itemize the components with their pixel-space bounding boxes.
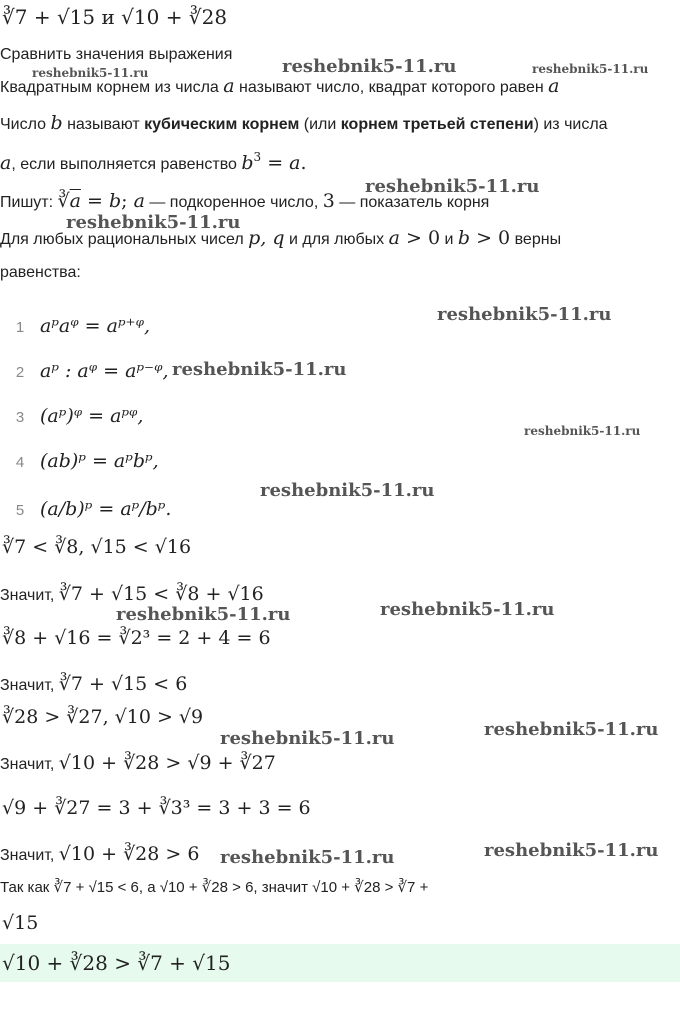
watermark: reshebnik5-11.ru <box>380 599 555 620</box>
solution-step-1: ∛7 < ∛8, √15 < √16 <box>2 536 192 558</box>
rule-5: 5 (a/b)ᵖ = aᵖ/bᵖ. <box>15 498 172 520</box>
watermark: reshebnik5-11.ru <box>484 719 659 740</box>
rule-2: 2 aᵖ : aᵠ = aᵖ⁻ᵠ, <box>15 360 169 382</box>
solution-step-3: ∛8 + √16 = ∛2³ = 2 + 4 = 6 <box>2 627 271 649</box>
solution-step-5: ∛28 > ∛27, √10 > √9 <box>2 706 204 728</box>
watermark: reshebnik5-11.ru <box>365 176 540 197</box>
watermark: reshebnik5-11.ru <box>116 604 291 625</box>
solution-step-10: √15 <box>2 912 39 934</box>
solution-step-7: √9 + ∛27 = 3 + ∛3³ = 3 + 3 = 6 <box>2 797 311 819</box>
answer-box <box>0 944 680 982</box>
watermark: reshebnik5-11.ru <box>172 359 347 380</box>
theory-line-6: равенства: <box>0 264 81 281</box>
rule-3: 3 (aᵖ)ᵠ = aᵖᵠ, <box>15 405 144 427</box>
watermark: reshebnik5-11.ru <box>260 480 435 501</box>
watermark: reshebnik5-11.ru <box>484 840 659 861</box>
watermark: reshebnik5-11.ru <box>524 424 641 438</box>
solution-step-6: Значит, √10 + ∛28 > √9 + ∛27 <box>0 752 276 774</box>
watermark: reshebnik5-11.ru <box>220 728 395 749</box>
watermark: reshebnik5-11.ru <box>282 56 457 77</box>
watermark: reshebnik5-11.ru <box>32 66 149 80</box>
theory-line-4: Пишут: $∛\overline{a} = b$; a — подкоренное число, 3 — показатель корня <box>0 190 490 212</box>
solution-step-4: Значит, ∛7 + √15 < 6 <box>0 673 188 695</box>
rule-4: 4 (ab)ᵖ = aᵖbᵖ, <box>15 450 159 472</box>
heading: Сравнить значения выражения <box>0 46 233 63</box>
watermark: reshebnik5-11.ru <box>437 304 612 325</box>
theory-line-1: Квадратным корнем из числа a называют число, квадрат которого равен a <box>0 75 560 97</box>
answer-expression: √10 + ∛28 > ∛7 + √15 <box>2 951 231 975</box>
solution-step-8: Значит, √10 + ∛28 > 6 <box>0 843 200 865</box>
theory-line-5: Для любых рациональных чисел p, q и для любых a > 0 и b > 0 верны <box>0 227 562 249</box>
solution-step-9: Так как ∛7 + √15 < 6, а √10 + ∛28 > 6, значит √10 + ∛28 > ∛7 + <box>0 879 429 896</box>
theory-line-3: a, если выполняется равенство $b^3 = a$. <box>0 150 307 174</box>
watermark: reshebnik5-11.ru <box>66 212 241 233</box>
watermark: reshebnik5-11.ru <box>532 62 649 76</box>
rule-1: 1 aᵖaᵠ = aᵖ⁺ᵠ, <box>15 315 151 337</box>
solution-step-2: Значит, ∛7 + √15 < ∛8 + √16 <box>0 583 264 605</box>
theory-line-2: Число b называют кубическим корнем (или корнем третьей степени) из числа <box>0 112 608 134</box>
title-expression: ∛7 + √15 и √10 + ∛28 <box>2 5 228 29</box>
watermark: reshebnik5-11.ru <box>220 847 395 868</box>
